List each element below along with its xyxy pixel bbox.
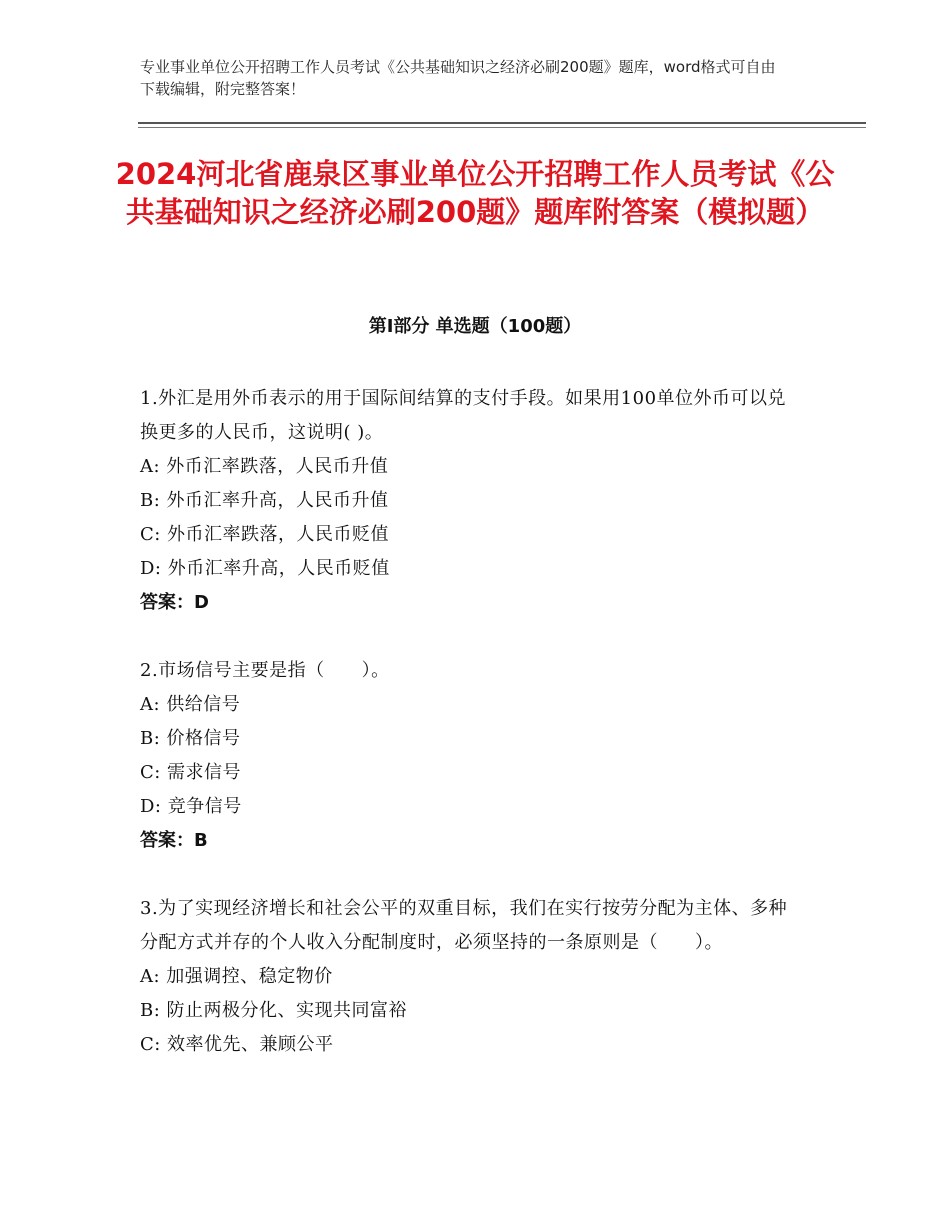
- document-header-note: 专业事业单位公开招聘工作人员考试《公共基础知识之经济必刷200题》题库，word格式可自由下载编辑，附完整答案！: [140, 58, 776, 98]
- option-c: C: 外币汇率跌落，人民币贬值: [140, 524, 390, 545]
- option-b: B: 防止两极分化、实现共同富裕: [140, 1000, 408, 1021]
- option-c: C: 效率优先、兼顾公平: [140, 1034, 334, 1055]
- question-1: [140, 382, 800, 620]
- question-list: [140, 382, 800, 1096]
- option-b: B: 价格信号: [140, 728, 241, 749]
- document-title: 2024河北省鹿泉区事业单位公开招聘工作人员考试《公共基础知识之经济必刷200题》题库附答案（模拟题）: [115, 157, 835, 229]
- section-title: 第I部分 单选题（100题）: [368, 316, 582, 337]
- answer-line: 答案：B: [140, 830, 208, 851]
- question-stem: 2.市场信号主要是指（ ）。: [140, 660, 390, 681]
- header-divider-thick: [138, 122, 866, 124]
- question-stem: 3.为了实现经济增长和社会公平的双重目标，我们在实行按劳分配为主体、多种分配方式并存的个人收入分配制度时，必须坚持的一条原则是（ ）。: [140, 898, 788, 953]
- option-c: C: 需求信号: [140, 762, 242, 783]
- option-a: A: 加强调控、稳定物价: [140, 966, 333, 987]
- question-2: [140, 654, 800, 858]
- option-b: B: 外币汇率升高，人民币升值: [140, 490, 389, 511]
- option-d: D: 竞争信号: [140, 796, 242, 817]
- option-d: D: 外币汇率升高，人民币贬值: [140, 558, 390, 579]
- header-divider-thin: [138, 127, 866, 128]
- option-a: A: 外币汇率跌落，人民币升值: [140, 456, 389, 477]
- question-stem: 1.外汇是用外币表示的用于国际间结算的支付手段。如果用100单位外币可以兑换更多的人民币，这说明( )。: [140, 388, 787, 443]
- question-3: [140, 892, 800, 1062]
- option-a: A: 供给信号: [140, 694, 241, 715]
- answer-line: 答案：D: [140, 592, 209, 613]
